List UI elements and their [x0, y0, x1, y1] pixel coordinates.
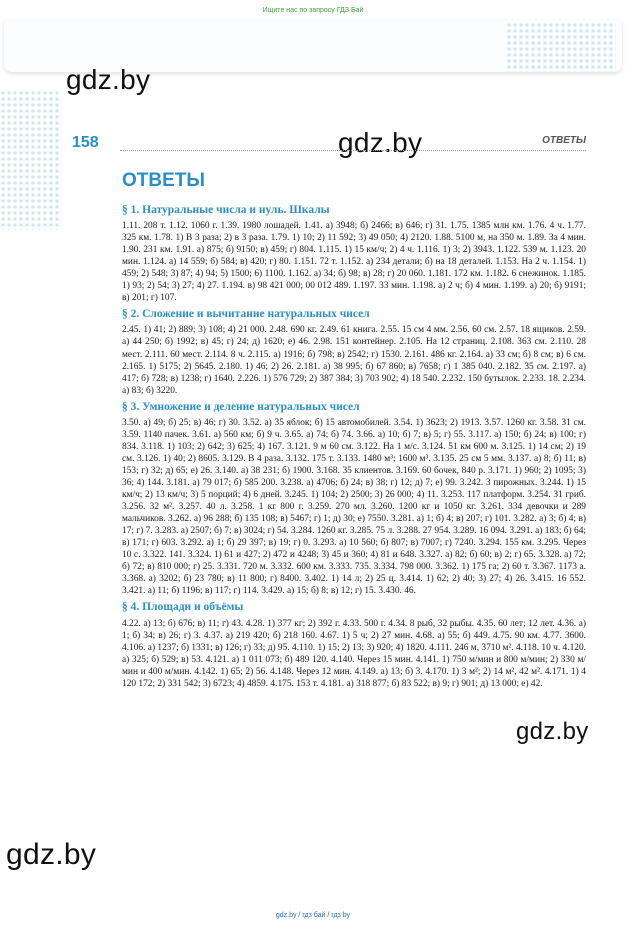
section-text: 1.11. 208 т. 1.12. 1060 г. 1.39. 1980 лошадей. 1.41. а) 3948; б) 2466; в) 646; г) 31. 1.75. 1385 млн км. 1.76. 4 ч. 1.77. 325 км. 1.78. 1) В 3 раза; 2) в 3 раза. 1.79. 1) 10; 2) 11 592; 3) 49 050; 4) 2120. 1.88. 5100 м, на 350 м. 1.89. За 4 мин. 1.90. 231 км. 1.91. а) 875; б) 9150; в) 459; г) 804. 1.115. 1) 15 км/ч; 2) 4 ч. 1.116. 1) 3; 2) 3943. 1.122. 539 м. 1.123. 20 мин. 1.124. а) 14 559; б) 584; в) 420; г) 80. 1.151. 72 т. 1.152. а) 234 детали; б) на 18 деталей. 1.153. На 2 ч. 1.154. 1) 459; 2) 548; 3) 87; 4) 94; 5) 1500; 6) 1100. 1.162. а) 34; б) 98; в) 28; г) 20 060. 1.181. 172 км. 1.182. 6 снежинок. 1.185. 1) 93; 2) 54; 3) 27; 4) 27. 1.194. в) 98 421 000; 00 012 489. 1.197. 33 мин. 1.198. а) 2 ч; б) 4 мин. 1.199. а) 20; б) 9191; в) 201; г) 107. [122, 221, 586, 304]
section-4 [122, 601, 586, 689]
section-text: 3.50. а) 49; б) 25; в) 46; г) 30. 3.52. а) 35 яблок; б) 15 автомобилей. 3.54. 1) 3623; 2) 1913. 3.57. 1260 кг. 3.58. 31 см. 3.59. 1140 пачек. 3.61. а) 560 км; б) 9 ч. 3.65. а) 74; б) 74. 3.66. а) 10; б) 7; в) 5; г) 55. 3.117. а) 150; б) 24; в) 100; г) 834. 3.118. 1) 103; 2) 642; 3) 625; 4) 167. 3.121. 9 м 60 см. 3.122. На 1 м/с. 3.124. 51 км 600 м. 3.125. 1) 14 см; 2) 19 см. 3.126. 1) 40; 2) 8605. 3.129. В 4 раза. 3.132. 175 т. 3.133. 1480 м³; 1600 м³. 3.135. 25 см 5 мм. 3.137. а) 8; б) 11; в) 153; г) 32; д) 65; е) 26. 3.140. а) 38 231; б) 1900. 3.168. 35 клиентов. 3.169. 60 бочек, 840 р. 3.171. 1) 960; 2) 1095; 3) 36; 4) 144. 3.181. а) 79 017; б) 585 200. 3.238. а) 4706; б) 24; в) 38; г) 12; д) 7; е) 99. 3.242. 3 пирожных. 3.244. 1) 15 км/ч; 2) 13 км/ч; 3) 5 порций; 4) 6 дней. 3.245. 1) 104; 2) 2500; 3) 26 000; 4) 11. 3.253. 117 платформ. 3.254. 31 гриб. 3.256. 32 м². 3.257. 40 л. 3.258. 1 кг 800 г. 3.259. 270 мл. 3.260. 1200 кг и 1050 кг. 3.261. 334 девочки и 289 мальчиков. 3.262. а) 96 288; б) 135 108; в) 5467; г) 1; д) 30; е) 7550. 3.281. а) 1; б) 4; в) 207; г) 101. 3.282. а) 3; б) 4; в) 17; г) 7. 3.283. а) 2507; б) 7; в) 3024; г) 54. 3.284. 1260 кг. 3.285. 75 л. 3.288. 27 954. 3.289. 16 094. 3.291. а) 183; б) 64; в) 171; г) 603. 3.292. а) 1; б) 29 397; в) 19; г) 0. 3.293. а) 10 560; б) 807; в) 7007; г) 7240. 3.294. 155 км. 3.295. Через 10 с. 3.322. 141. 3.324. 1) 61 и 427; 2) 472 и 4248; 3) 45 и 360; 4) 81 и 648. 3.327. а) 82; б) 60; в) 2; г) 65. 3.328. а) 72; б) 72; в) 810 000; г) 25. 3.331. 720 м. 3.332. 600 км. 3.333. 735. 3.334. 798 000. 3.362. 1) 175 га; 2) 60 т. 3.367. 1173 а. 3.368. а) 3202; б) 23 780; в) 11 800; г) 8400. 3.402. 1) 14 л; 2) 25 ц. 3.414. 1) 62; 2) 40; 3) 27; 4) 26. 3.415. 16 552. 3.421. а) 11; б) 1196; в) 117; г) 114. 3.429. а) 15; б) 8; в) 12; г) 15. 3.430. 46. [122, 417, 586, 597]
page-title: ОТВЕТЫ [122, 170, 205, 191]
section-3 [122, 401, 586, 598]
section-text: 2.45. 1) 41; 2) 889; 3) 108; 4) 21 000. 2.48. 690 кг. 2.49. 61 книга. 2.55. 15 см 4 мм. 2.56. 60 см. 2.57. 18 ящиков. 2.59. а) 44 250; б) 1992; в) 45; г) 24; д) 1620; е) 46. 2.98. 151 контейнер. 2.105. На 12 страниц. 2.108. 363 см. 2.110. 28 мест. 2.111. 60 мест. 2.114. 8 ч. 2.115. а) 1916; б) 798; в) 2542; г) 1530. 2.161. 486 кг. 2.164. а) 33 см; б) 8 см; в) 6 см. 2.165. 1) 5175; 2) 5645. 2.180. 1) 46; 2) 26. 2.181. а) 38 995; б) 67 860; в) 7658; г) 1 385 040. 2.182. 35 см. 2.197. а) 417; б) 728; в) 1238; г) 1640. 2.226. 1) 576 729; 2) 387 384; 3) 703 902; 4) 18 540. 2.232. 150 бутылок. 2.233. 18. 2.234. а) 83; б) 3220. [122, 325, 586, 396]
watermark: gdz.by [66, 64, 151, 95]
watermark: gdz.by [6, 838, 97, 871]
section-heading: § 4. Площади и объёмы [122, 601, 244, 614]
decorative-dots [0, 90, 60, 230]
section-1 [122, 204, 586, 304]
watermark: gdz.by [516, 718, 589, 745]
section-2 [122, 308, 586, 396]
footer-links[interactable]: gdz.by / гдз бай / гдз by [275, 912, 351, 919]
top-banner: Ищите нас по запросу ГДЗ Бай [262, 7, 364, 14]
header-divider [120, 150, 586, 151]
section-heading: § 3. Умножение и деление натуральных чисел [122, 400, 360, 413]
running-header: ОТВЕТЫ [542, 135, 586, 146]
page-number: 158 [72, 134, 99, 151]
watermark: gdz.by [338, 127, 423, 158]
decorative-dots [506, 22, 616, 72]
section-heading: § 2. Сложение и вычитание натуральных чисел [122, 308, 370, 321]
section-text: 4.22. а) 13; б) 676; в) 11; г) 43. 4.28. 1) 377 кг; 2) 392 г. 4.33. 500 г. 4.34. 8 рыб, 32 рыбы. 4.35. 60 лет; 12 лет. 4.36. а) 1; б) 34; в) 26; г) 3. 4.37. а) 219 420; б) 218 160. 4.67. 1) 5 ч; 2) 27 мин. 4.68. а) 55; б) 449. 4.75. 90 км. 4.77. 3600. 4.106. а) 1237; б) 1331; в) 126; г) 33; д) 95. 4.110. 1) 15; 2) 13; 3) 920; 4) 1820. 4.111. 246 м, 3710 м². 4.118. 10 ч. 4.120. а) 325; б) 529; в) 53. 4.121. а) 1 011 073; б) 489 120. 4.140. Через 15 мин. 4.141. 1) 750 м/мин и 800 м/мин; 2) 330 м/мин и 400 м/мин. 4.142. 1) 65; 2) 56. 4.148. Через 12 мин. 4.149. а) 13; б) 3. 4.170. 1) 3 м²; 2) 14 м², 42 м². 4.171. 1) 4 120 172; 2) 331 542; 3) 6723; 4) 4859. 4.175. 153 т. 4.181. а) 318 877; б) 83 522; в) 9; г) 901; д) 13 000; е) 42. [122, 618, 586, 689]
section-heading: § 1. Натуральные числа и нуль. Шкалы [122, 204, 330, 216]
answers-content [122, 202, 586, 694]
